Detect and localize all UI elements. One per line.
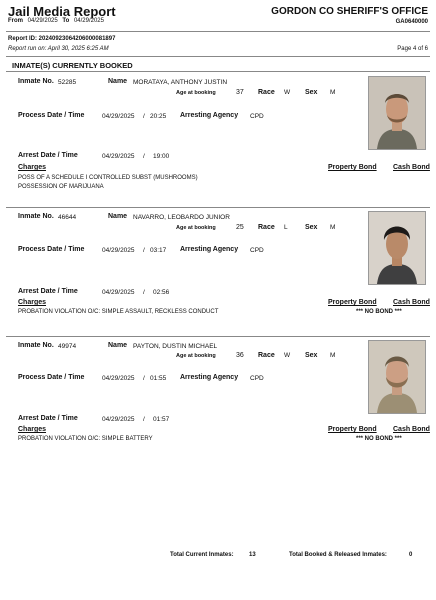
- cash-bond-label: Cash Bond: [393, 426, 430, 433]
- bond-note: *** NO BOND ***: [356, 436, 402, 442]
- section-title: INMATE(S) CURRENTLY BOOKED: [12, 61, 133, 70]
- person-silhouette-icon: [369, 77, 425, 149]
- name-value: NAVARRO, LEOBARDO JUNIOR: [133, 213, 230, 221]
- office-name: GORDON CO SHERIFF'S OFFICE: [271, 6, 428, 17]
- inmate-no-label: Inmate No.: [18, 213, 54, 220]
- arrest-time: 02:56: [153, 288, 170, 296]
- date-range: [8, 18, 107, 24]
- process-date: 04/29/2025: [102, 112, 135, 120]
- agency-label: Arresting Agency: [180, 374, 239, 381]
- arrest-slash: /: [143, 288, 145, 296]
- office-ori: GA0640000: [395, 19, 428, 25]
- inmate-no-label: Inmate No.: [18, 342, 54, 349]
- arrest-date: 04/29/2025: [102, 288, 135, 296]
- inmate-no-value: 49974: [58, 342, 77, 350]
- age-label: Age at booking: [176, 90, 216, 96]
- process-slash: /: [143, 246, 145, 254]
- arrest-slash: /: [143, 152, 145, 160]
- name-value: PAYTON, DUSTIN MICHAEL: [133, 342, 218, 350]
- age-value: 37: [236, 89, 244, 96]
- total-booked-label: Total Booked & Released Inmates:: [289, 552, 387, 558]
- age-label: Age at booking: [176, 225, 216, 231]
- sex-label: Sex: [305, 88, 318, 96]
- mugshot-photo: [368, 340, 426, 414]
- name-label: Name: [108, 342, 128, 349]
- race-label: Race: [258, 351, 275, 359]
- agency-value: CPD: [250, 112, 264, 120]
- agency-value: CPD: [250, 246, 264, 254]
- property-bond-label: Property Bond: [328, 426, 377, 433]
- process-slash: /: [143, 374, 145, 382]
- race-label: Race: [258, 88, 275, 96]
- to-label: To: [62, 18, 70, 24]
- inmate-no-label: Inmate No.: [18, 78, 54, 85]
- age-label: Age at booking: [176, 353, 216, 359]
- sex-value: M: [330, 352, 336, 359]
- process-label: Process Date / Time: [18, 374, 85, 381]
- inmate-no-value: 46644: [58, 213, 77, 221]
- age-value: 25: [236, 224, 244, 231]
- process-time: 03:17: [150, 246, 167, 254]
- name-label: Name: [108, 213, 128, 220]
- from-date: 04/29/2025: [27, 18, 58, 24]
- inmate-record: [0, 337, 436, 457]
- person-silhouette-icon: [369, 341, 425, 413]
- property-bond-label: Property Bond: [328, 164, 377, 171]
- sex-label: Sex: [305, 351, 318, 359]
- report-run-on: Report run on: April 30, 2025 6:25 AM: [8, 46, 109, 52]
- inmate-record: [0, 72, 436, 207]
- agency-label: Arresting Agency: [180, 112, 239, 119]
- arrest-slash: /: [143, 415, 145, 423]
- process-time: 01:55: [150, 374, 167, 382]
- mugshot-photo: [368, 76, 426, 150]
- arrest-date: 04/29/2025: [102, 415, 135, 423]
- age-value: 36: [236, 352, 244, 359]
- race-value: W: [284, 89, 291, 96]
- mugshot-photo: [368, 211, 426, 285]
- race-value: W: [284, 352, 291, 359]
- agency-label: Arresting Agency: [180, 246, 239, 253]
- inmate-record: [0, 208, 436, 336]
- page-number: Page 4 of 6: [397, 46, 428, 52]
- arrest-label: Arrest Date / Time: [18, 415, 78, 422]
- arrest-time: 19:00: [153, 152, 170, 160]
- agency-value: CPD: [250, 374, 264, 382]
- process-date: 04/29/2025: [102, 374, 135, 382]
- name-label: Name: [108, 78, 128, 85]
- to-date: 04/29/2025: [73, 18, 104, 24]
- sex-value: M: [330, 89, 336, 96]
- arrest-time: 01:57: [153, 415, 170, 423]
- process-label: Process Date / Time: [18, 112, 85, 119]
- race-label: Race: [258, 223, 275, 231]
- sex-value: M: [330, 224, 336, 231]
- person-silhouette-icon: [369, 212, 425, 284]
- process-slash: /: [143, 112, 145, 120]
- charge-item: PROBATION VIOLATION O/C: SIMPLE BATTERY: [18, 436, 153, 442]
- process-label: Process Date / Time: [18, 246, 85, 253]
- process-time: 20:25: [150, 112, 167, 120]
- total-current-value: 13: [249, 552, 256, 558]
- inmate-no-value: 52285: [58, 78, 77, 86]
- arrest-label: Arrest Date / Time: [18, 288, 78, 295]
- charges-label: Charges: [18, 164, 47, 171]
- charges-label: Charges: [18, 426, 47, 433]
- charges-label: Charges: [18, 299, 47, 306]
- property-bond-label: Property Bond: [328, 299, 377, 306]
- arrest-label: Arrest Date / Time: [18, 152, 78, 159]
- charge-item: POSS OF A SCHEDULE I CONTROLLED SUBST (MUSHROOMS): [18, 175, 198, 181]
- sex-label: Sex: [305, 223, 318, 231]
- race-value: L: [284, 224, 288, 231]
- section-rule-top: [6, 56, 430, 57]
- charge-item: PROBATION VIOLATION O/C: SIMPLE ASSAULT, RECKLESS CONDUCT: [18, 309, 219, 315]
- name-value: MORATAYA, ANTHONY JUSTIN: [133, 78, 228, 86]
- cash-bond-label: Cash Bond: [393, 299, 430, 306]
- arrest-date: 04/29/2025: [102, 152, 135, 160]
- report-id: Report ID: 20240923064206000081897: [8, 36, 116, 42]
- process-date: 04/29/2025: [102, 246, 135, 254]
- report-title: Jail Media Report: [8, 4, 116, 19]
- charge-item: POSSESSION OF MARIJUANA: [18, 184, 104, 190]
- from-label: From: [8, 18, 23, 24]
- bond-note: *** NO BOND ***: [356, 309, 402, 315]
- cash-bond-label: Cash Bond: [393, 164, 430, 171]
- total-current-label: Total Current Inmates:: [170, 552, 234, 558]
- header-rule: [6, 31, 430, 32]
- total-booked-value: 0: [409, 552, 413, 558]
